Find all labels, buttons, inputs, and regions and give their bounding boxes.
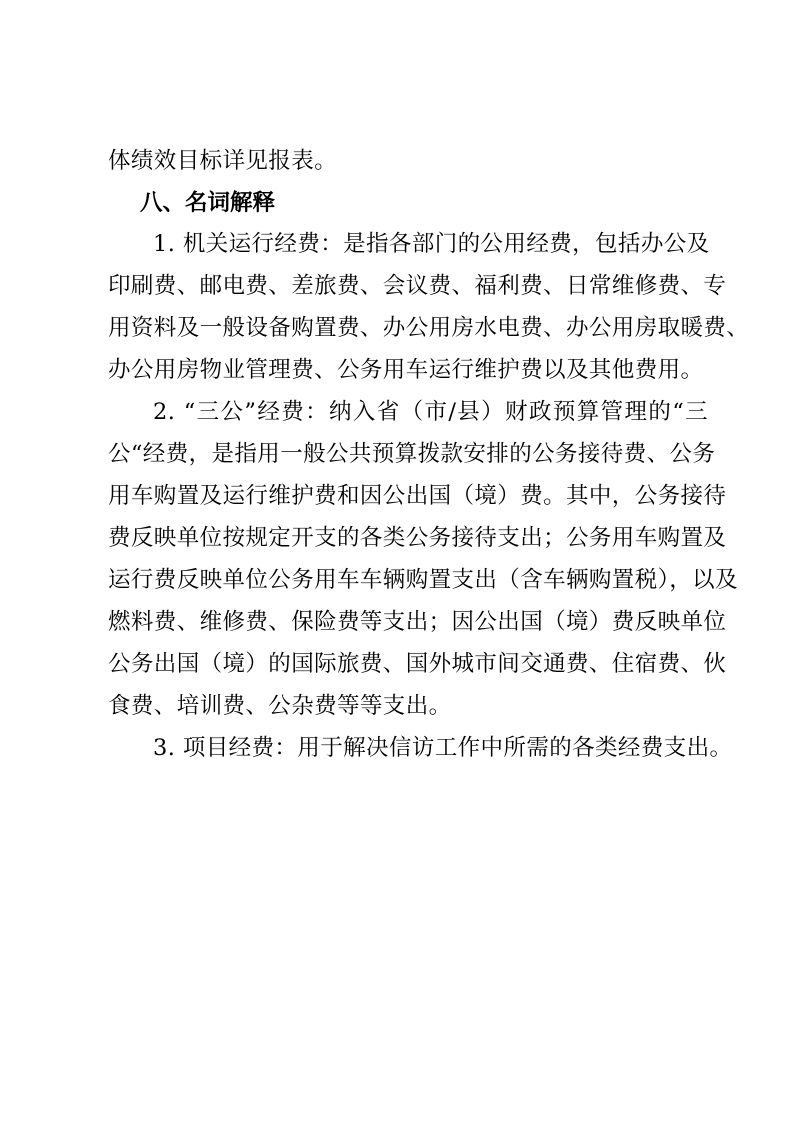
definition-1-line-1: 1. 机关运行经费：是指各部门的公用经费，包括办公及	[153, 231, 710, 257]
definition-2-line-4: 费反映单位按规定开支的各类公务接待支出；公务用车购置及	[108, 525, 727, 551]
definition-1-line-4: 办公用房物业管理费、公务用车运行维护费以及其他费用。	[108, 357, 704, 383]
definition-1-line-2: 印刷费、邮电费、差旅费、会议费、福利费、日常维修费、专	[108, 273, 727, 299]
definition-2-line-5: 运行费反映单位公务用车车辆购置支出（含车辆购置税），以及	[108, 567, 738, 593]
definition-2-line-2: 公“经费，是指用一般公共预算拨款安排的公务接待费、公务	[108, 441, 716, 467]
definition-1-line-3: 用资料及一般设备购置费、办公用房水电费、办公用房取暖费、	[108, 315, 750, 341]
definition-2-line-1: 2. “三公”经费：纳入省（市/县）财政预算管理的“三	[153, 399, 708, 425]
continuation-line: 体绩效目标详见报表。	[108, 148, 338, 174]
definition-3-line-1: 3. 项目经费：用于解决信访工作中所需的各类经费支出。	[153, 735, 733, 761]
section-heading: 八、名词解释	[140, 190, 276, 216]
definition-2-line-7: 公务出国（境）的国际旅费、国外城市间交通费、住宿费、伙	[108, 651, 727, 677]
definition-2-line-8: 食费、培训费、公杂费等等支出。	[108, 693, 452, 719]
definition-2-line-6: 燃料费、维修费、保险费等支出；因公出国（境）费反映单位	[108, 609, 727, 635]
definition-2-line-3: 用车购置及运行维护费和因公出国（境）费。其中，公务接待	[108, 483, 727, 509]
